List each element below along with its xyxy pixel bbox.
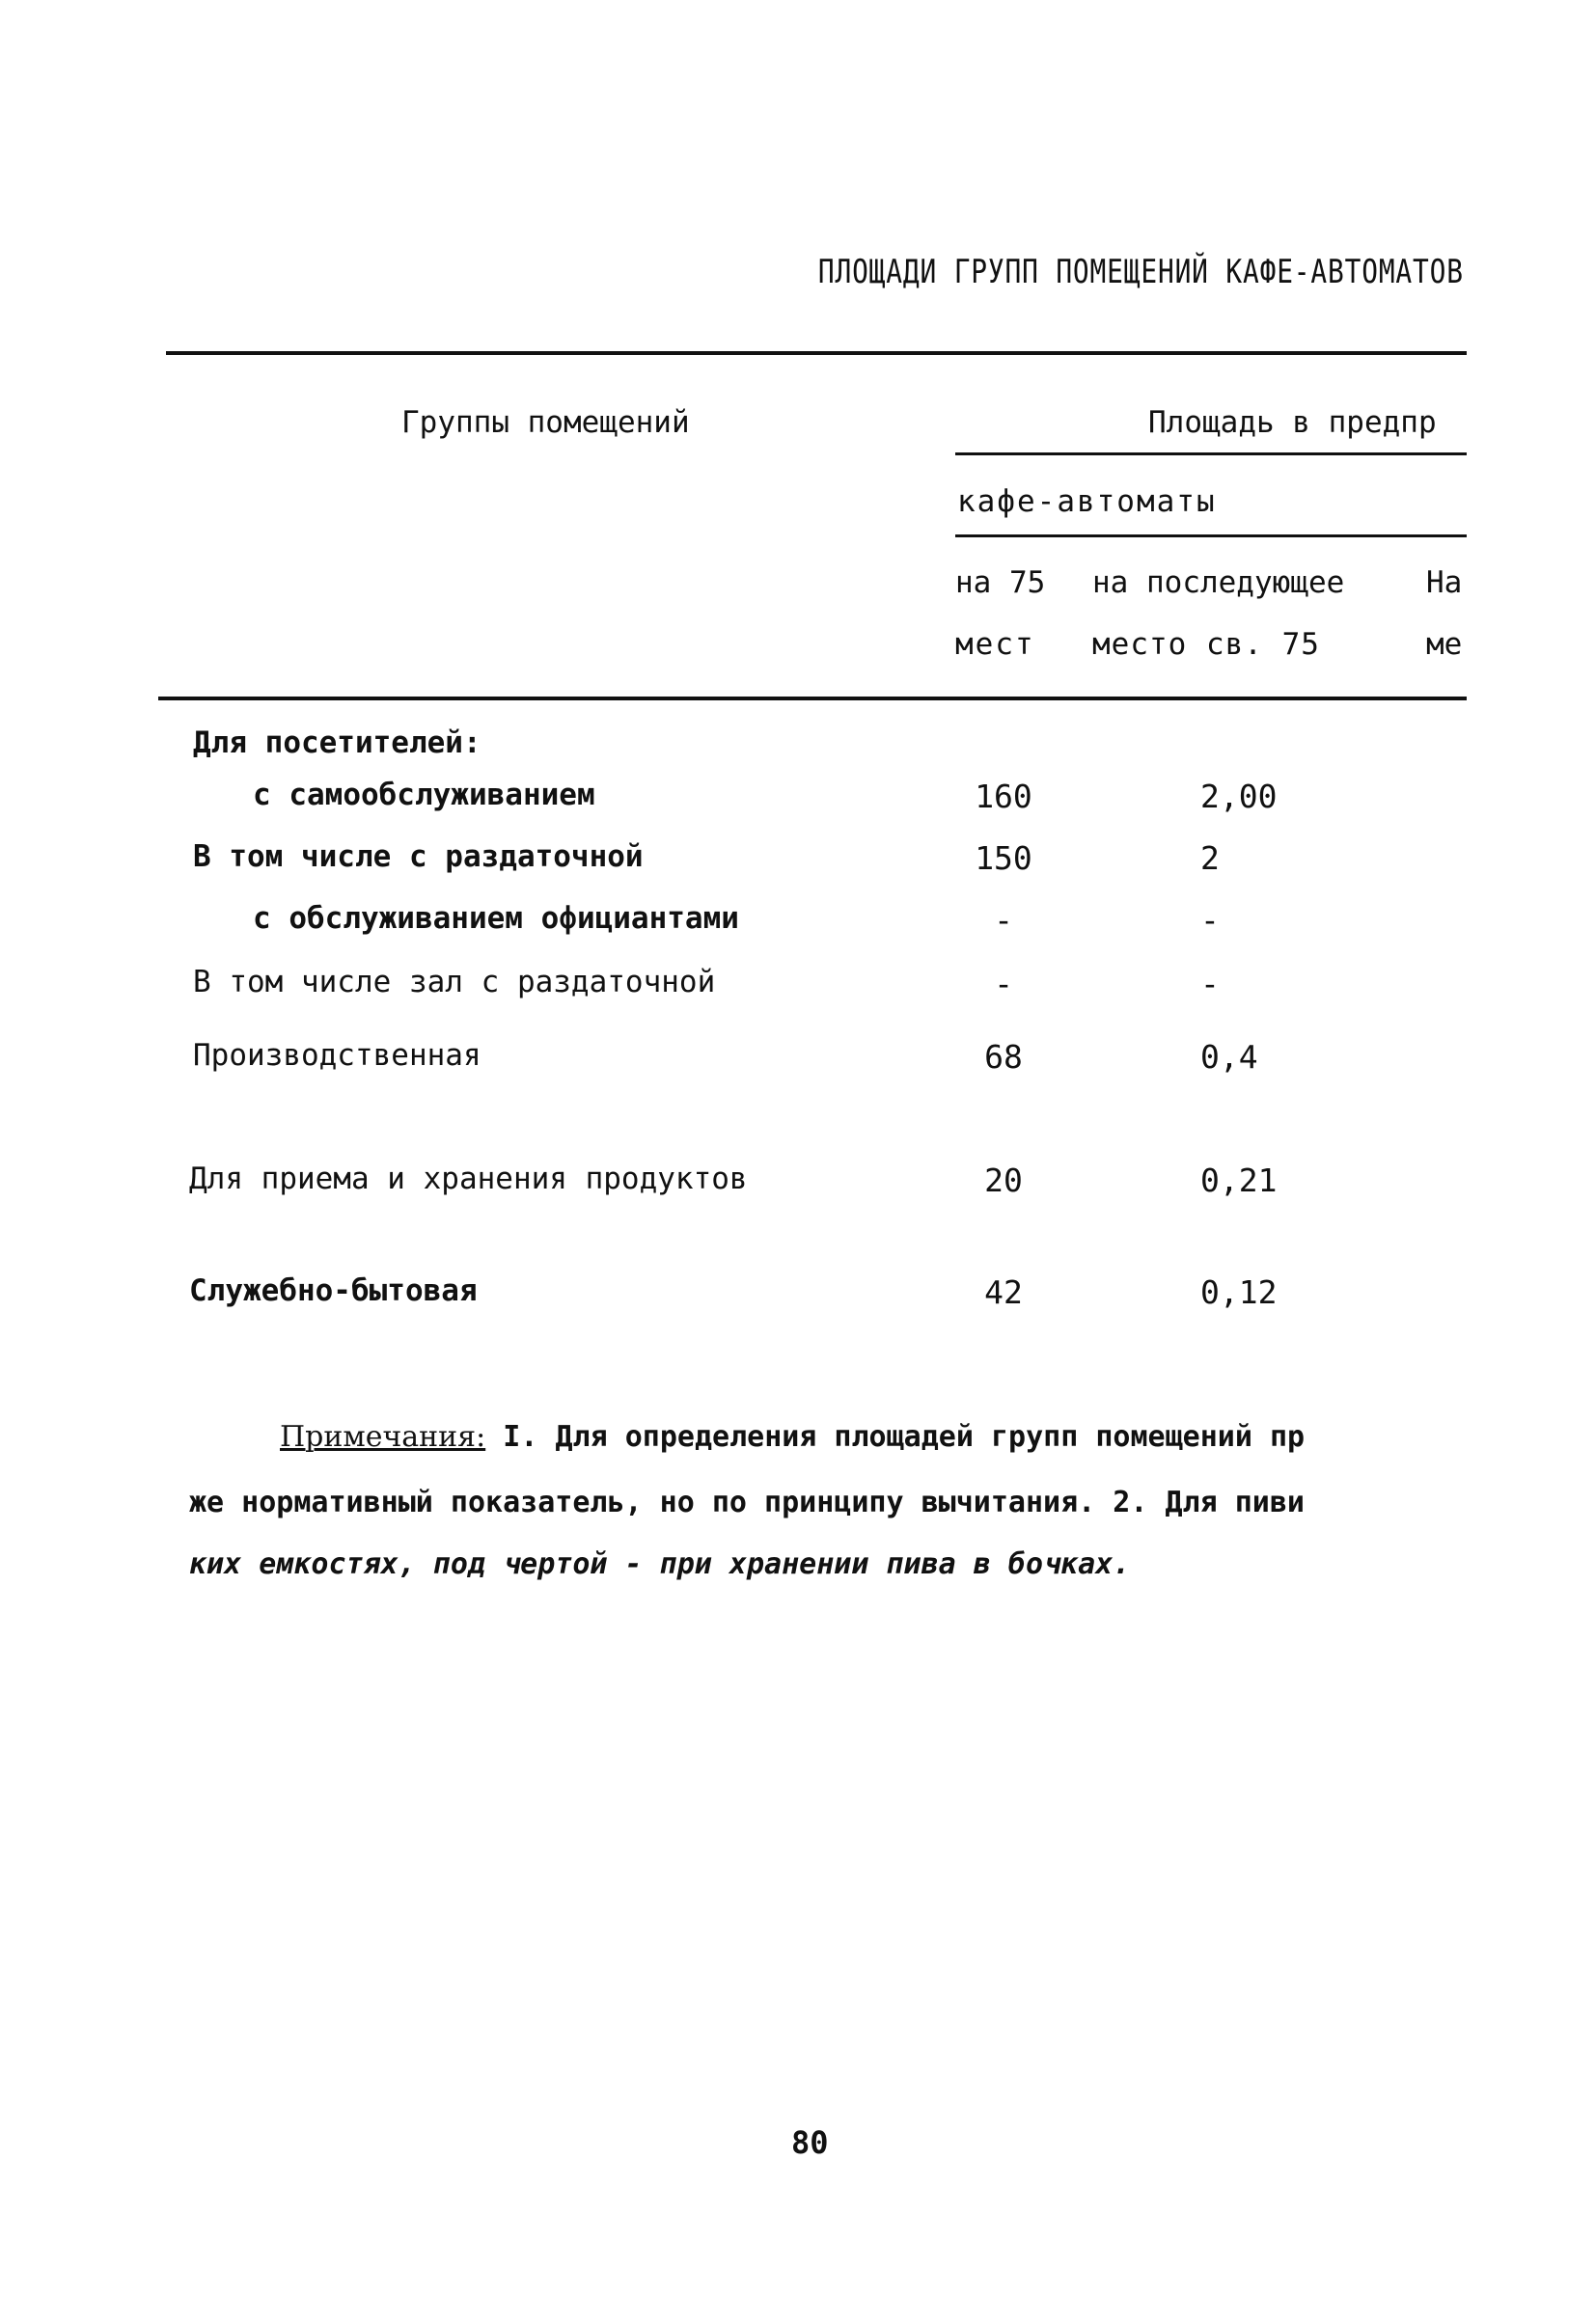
note-label: Примечания:	[280, 1420, 486, 1454]
row-value-75: 42	[984, 1273, 1023, 1311]
row-label: Служебно-бытовая	[189, 1273, 478, 1308]
row-label: Для приема и хранения продуктов	[189, 1162, 748, 1196]
header-col2-line2: место св. 75	[1092, 627, 1320, 662]
header-col3-line1: На	[1426, 565, 1463, 600]
row-label: Производственная	[193, 1038, 481, 1073]
header-subrule-2	[955, 534, 1467, 537]
row-value-75: 68	[984, 1038, 1023, 1076]
note-text-1: I. Для определения площадей групп помещений пр	[485, 1420, 1306, 1454]
table-row	[0, 1162, 1595, 1208]
table-top-rule	[166, 351, 1467, 355]
row-value-75: 20	[984, 1162, 1023, 1199]
row-value-next: -	[1200, 965, 1220, 1002]
row-value-75: -	[994, 901, 1013, 939]
row-value-next: 0,21	[1200, 1162, 1278, 1199]
note-line-2: же нормативный показатель, но по принципу вычитания. 2. Для пиви	[189, 1486, 1305, 1519]
row-label: В том числе зал с раздаточной	[193, 965, 716, 999]
note-line-3: ких емкостях, под чертой - при хранении пива в бочках.	[189, 1547, 1131, 1581]
row-value-75: 150	[975, 839, 1032, 877]
note-line-1	[280, 1407, 1476, 1468]
table-row	[0, 725, 1595, 772]
table-row	[0, 1273, 1595, 1320]
header-bottom-rule	[158, 697, 1467, 700]
row-label: Для посетителей:	[193, 725, 481, 760]
header-cafe: кафе-автоматы	[957, 484, 1217, 519]
row-label: с обслуживанием официантами	[253, 901, 739, 936]
page-title: ПЛОЩАДИ ГРУПП ПОМЕЩЕНИЙ КАФЕ-АВТОМАТОВ	[817, 253, 1464, 291]
header-col1-line1: на 75	[955, 565, 1046, 600]
header-groups: Группы помещений	[401, 405, 690, 440]
row-value-next: 2	[1200, 839, 1220, 877]
row-label: с самообслуживанием	[253, 778, 595, 812]
table-row	[0, 965, 1595, 1011]
row-value-75: 160	[975, 778, 1032, 815]
header-col3-line2: ме	[1426, 627, 1463, 662]
table-row	[0, 901, 1595, 947]
header-area: Площадь в предпр	[1148, 405, 1437, 440]
table-row	[0, 778, 1595, 824]
row-value-next: -	[1200, 901, 1220, 939]
row-value-next: 0,4	[1200, 1038, 1258, 1076]
row-value-75: -	[994, 965, 1013, 1002]
table-row	[0, 1038, 1595, 1084]
row-value-next: 0,12	[1200, 1273, 1278, 1311]
header-col1-line2: мест	[955, 627, 1035, 662]
header-col2-line1: на последующее	[1092, 565, 1345, 600]
page-number: 80	[791, 2124, 829, 2161]
table-row	[0, 839, 1595, 886]
row-value-next: 2,00	[1200, 778, 1278, 815]
row-label: В том числе с раздаточной	[193, 839, 644, 874]
header-subrule-1	[955, 452, 1467, 455]
